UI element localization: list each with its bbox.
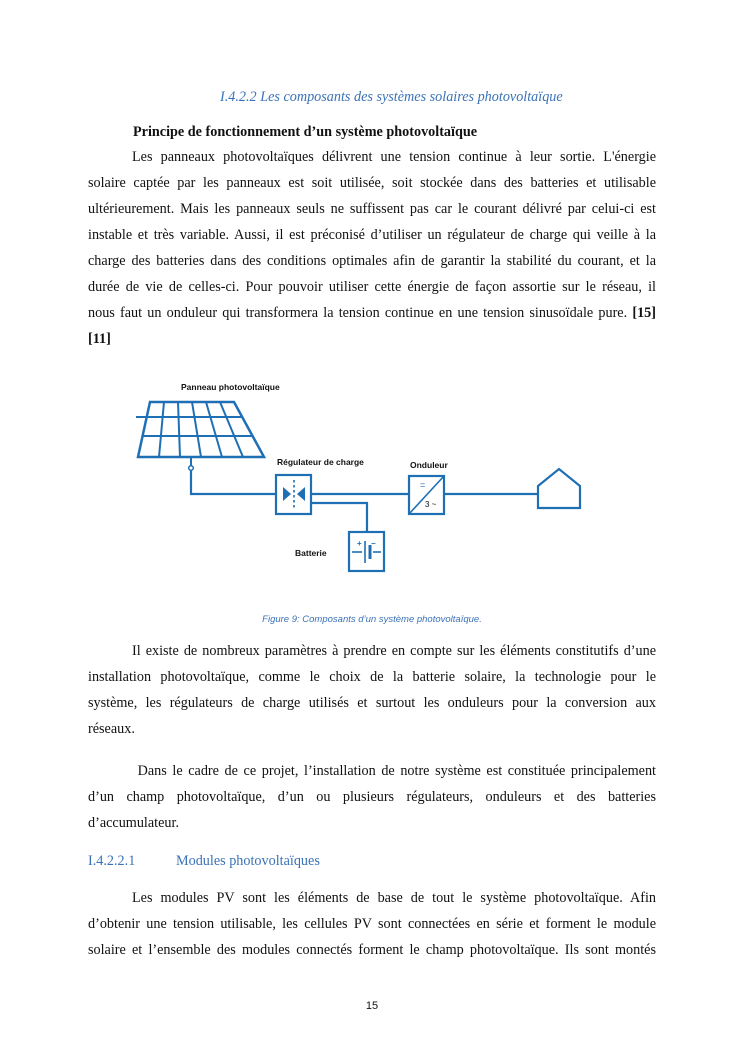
paragraph-line: d’un champ photovoltaïque, d’un ou plusieurs régulateurs, onduleurs et des batteries (88, 789, 656, 805)
inverter-ac-symbol: 3 ~ (425, 500, 437, 509)
paragraph-line: durée de vie de celles-ci. Pour pouvoir utiliser cette énergie de façon assortie sur le réseau, il (88, 279, 656, 295)
paragraph-principle (88, 144, 656, 352)
subsection-title: I.4.2.2 Les composants des systèmes solaires photovoltaïque (220, 89, 563, 105)
paragraph-line: Il existe de nombreux paramètres à prendre en compte sur les éléments constitutifs d’une (132, 643, 656, 659)
paragraph-line: nous faut un onduleur qui transformera la tension continue en une tension sinusoïdale pure. (88, 305, 628, 321)
paragraph-line: d’accumulateur. (88, 815, 179, 831)
inverter-label: Onduleur (410, 460, 448, 470)
figure-caption: Figure 9: Composants d’un système photovoltaïque. (262, 614, 482, 625)
paragraph-line: Dans le cadre de ce projet, l’installation de notre système est constituée principalement (132, 763, 656, 779)
paragraph-line: système, les régulateurs de charge utilisés et surtout les onduleurs pour la conversion aux (88, 695, 656, 711)
paragraph-line: installation photovoltaïque, comme le choix de la batterie solaire, la technologie pour le (88, 669, 656, 685)
paragraph-line: instable et très variable. Aussi, il est préconisé d’utiliser un régulateur de charge qui veille à la (88, 227, 656, 243)
regulator-to-battery-wire (311, 503, 367, 532)
paragraph-line-with-ref (88, 300, 656, 326)
pv-system-diagram (0, 370, 744, 600)
panel-to-regulator-wire (191, 470, 276, 494)
paragraph-modules (88, 885, 656, 963)
modules-heading (88, 853, 320, 870)
modules-heading-number: I.4.2.2.1 (88, 853, 136, 869)
paragraph-line: charge des batteries dans des conditions optimales afin de garantir la stabilité du courant, et la (88, 253, 656, 269)
modules-heading-title: Modules photovoltaïques (176, 853, 320, 869)
paragraph-line: Les modules PV sont les éléments de base de tout le système photovoltaïque. Afin (132, 890, 656, 906)
charge-regulator-icon (276, 475, 311, 514)
solar-panel-icon (136, 402, 264, 470)
house-grid-icon (538, 469, 580, 508)
paragraph-line-ref (88, 326, 656, 352)
reference-15: [15] (632, 305, 656, 321)
reference-11: [11] (88, 331, 111, 347)
battery-label: Batterie (295, 548, 327, 558)
regulator-label: Régulateur de charge (277, 457, 364, 467)
paragraph-line: d’obtenir une tension utilisable, les cellules PV sont connectées en série et forment le module (88, 916, 656, 932)
panel-label: Panneau photovoltaïque (181, 382, 280, 392)
paragraph-line: ultérieurement. Mais les panneaux seuls ne suffissent pas car le courant délivré par celui-ci est (88, 201, 656, 217)
principle-heading: Principe de fonctionnement d’un système photovoltaïque (133, 124, 478, 140)
inverter-dc-symbol: = (420, 480, 426, 490)
paragraph-line: solaire et l’ensemble des modules connectés forment le champ photovoltaïque. Ils sont montés (88, 942, 656, 958)
paragraph-line: solaire captée par les panneaux est soit utilisée, soit stockée dans des batteries et utilisable (88, 175, 656, 191)
battery-icon (349, 532, 384, 571)
paragraph-line: Les panneaux photovoltaïques délivrent une tension continue à leur sortie. L'énergie (132, 149, 656, 165)
page-number: 15 (365, 1000, 379, 1012)
paragraph-project (88, 758, 656, 836)
battery-minus: − (371, 539, 376, 548)
battery-plus: + (357, 539, 362, 548)
paragraph-line: réseaux. (88, 721, 135, 737)
paragraph-parameters (88, 638, 656, 742)
